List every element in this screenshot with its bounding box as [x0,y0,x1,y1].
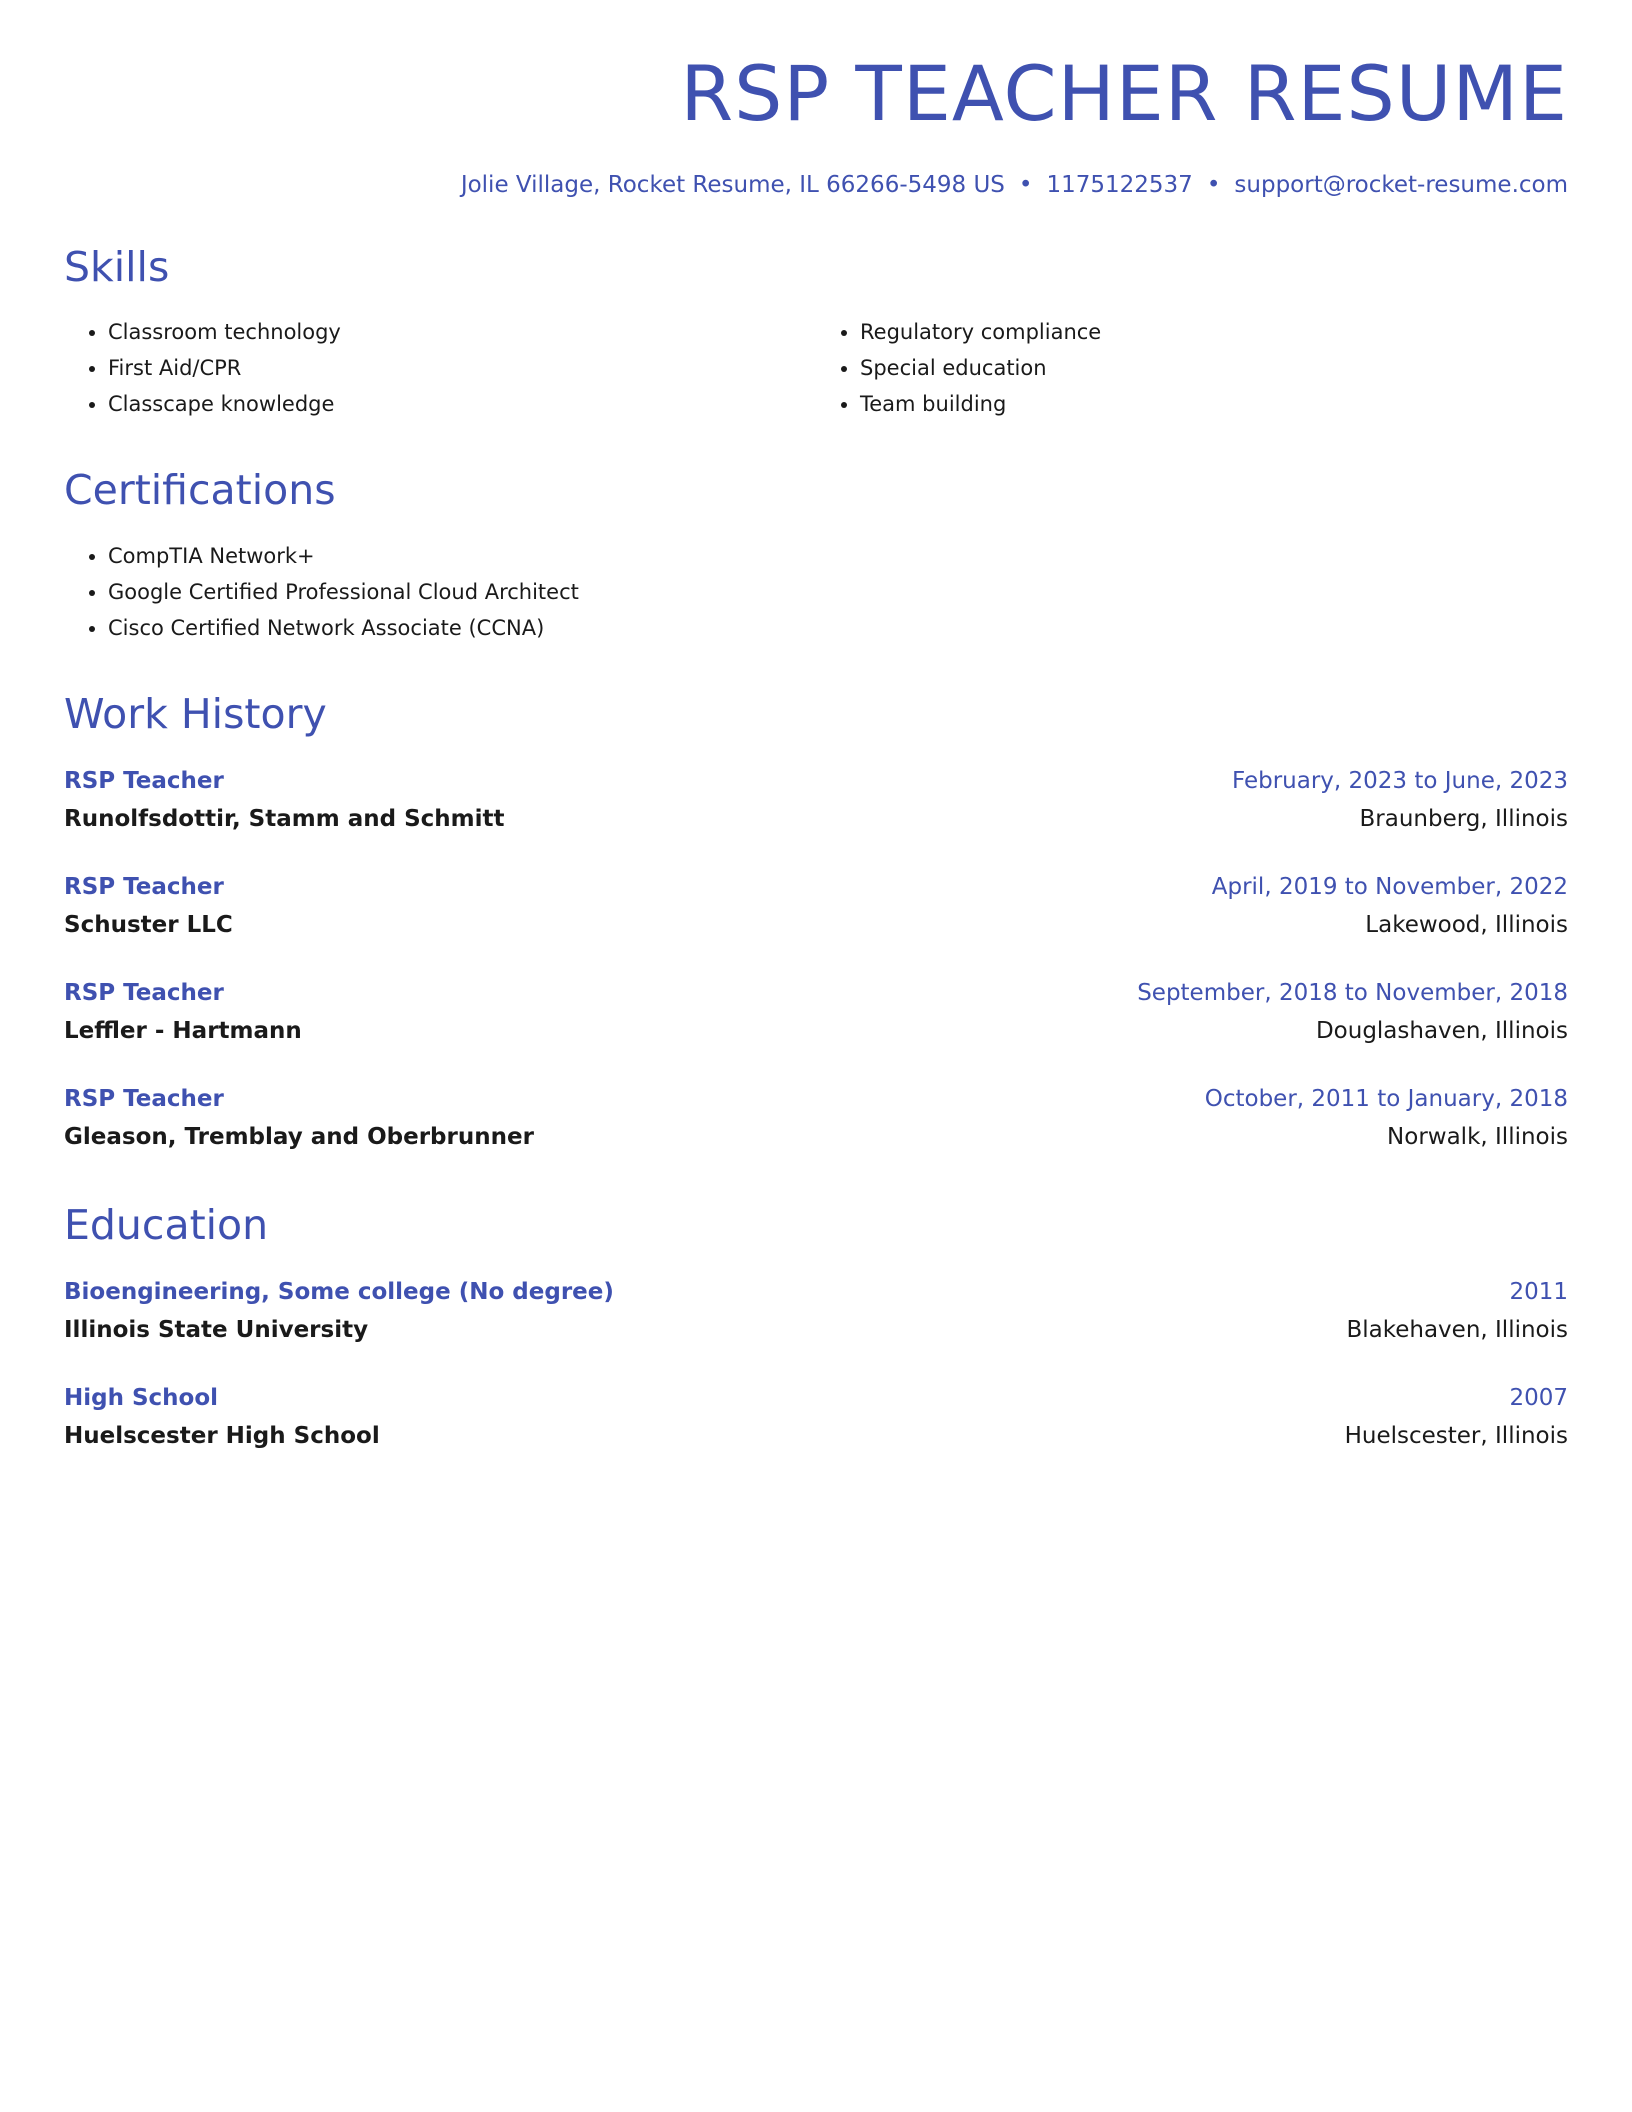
skill-item: • Team building [860,386,1568,422]
education-entry [64,1274,1568,1350]
job-dates: February, 2023 to June, 2023 [1231,767,1568,794]
skill-item: • Classcape knowledge [108,386,816,422]
company-name: Schuster LLC [64,911,233,938]
certification-item: • Google Certified Professional Cloud Architect [108,574,1568,610]
school-name: Huelscester High School [64,1422,380,1449]
certification-item: • CompTIA Network+ [108,538,1568,574]
education-entry [64,1380,1568,1456]
job-dates: September, 2018 to November, 2018 [1137,979,1568,1006]
job-title: RSP Teacher [64,1085,224,1112]
contact-phone: 1175122537 [1046,171,1193,198]
skills-section [64,243,1568,422]
graduation-year: 2007 [1509,1384,1568,1411]
skills-heading: Skills [64,243,170,292]
work-entry [64,869,1568,945]
graduation-year: 2011 [1509,1278,1568,1305]
certifications-section [64,466,1568,645]
contact-separator: • [1206,171,1221,198]
contact-line [64,172,1568,200]
company-name: Leffler - Hartmann [64,1017,302,1044]
skills-grid [64,292,1568,422]
contact-separator: • [1018,171,1033,198]
job-location: Norwalk, Illinois [1387,1123,1568,1150]
job-dates: April, 2019 to November, 2022 [1211,873,1568,900]
job-location: Lakewood, Illinois [1365,911,1568,938]
job-title: RSP Teacher [64,873,224,900]
skill-item: • Special education [860,350,1568,386]
skill-item: • Regulatory compliance [860,314,1568,350]
contact-address: Jolie Village, Rocket Resume, IL 66266-5498 US [460,171,1005,198]
job-location: Douglashaven, Illinois [1315,1017,1568,1044]
work-history-heading: Work History [64,689,327,738]
certifications-heading: Certifications [64,466,336,515]
school-location: Blakehaven, Illinois [1346,1316,1568,1343]
certifications-list [64,538,1568,646]
job-dates: October, 2011 to January, 2018 [1204,1085,1568,1112]
school-location: Huelscester, Illinois [1344,1422,1568,1449]
job-location: Braunberg, Illinois [1359,805,1568,832]
school-name: Illinois State University [64,1316,369,1343]
education-heading: Education [64,1200,269,1249]
resume-title: RSP TEACHER RESUME [680,49,1568,138]
job-title: RSP Teacher [64,767,224,794]
education-section [64,1201,1568,1456]
job-title: RSP Teacher [64,979,224,1006]
work-entry [64,763,1568,839]
company-name: Gleason, Tremblay and Oberbrunner [64,1123,534,1150]
skill-item: • Classroom technology [108,314,816,350]
skills-list-right [816,314,1568,422]
resume-page [64,0,1568,1456]
degree-name: Bioengineering, Some college (No degree) [64,1278,614,1305]
certification-item: • Cisco Certified Network Associate (CCNA) [108,610,1568,646]
skill-item: • First Aid/CPR [108,350,816,386]
resume-header [64,49,1568,199]
contact-email: support@rocket-resume.com [1234,171,1568,198]
work-entry [64,1081,1568,1157]
work-history-section [64,690,1568,1157]
work-entry [64,975,1568,1051]
skills-list-left [64,314,816,422]
degree-name: High School [64,1384,219,1411]
company-name: Runolfsdottir, Stamm and Schmitt [64,805,505,832]
